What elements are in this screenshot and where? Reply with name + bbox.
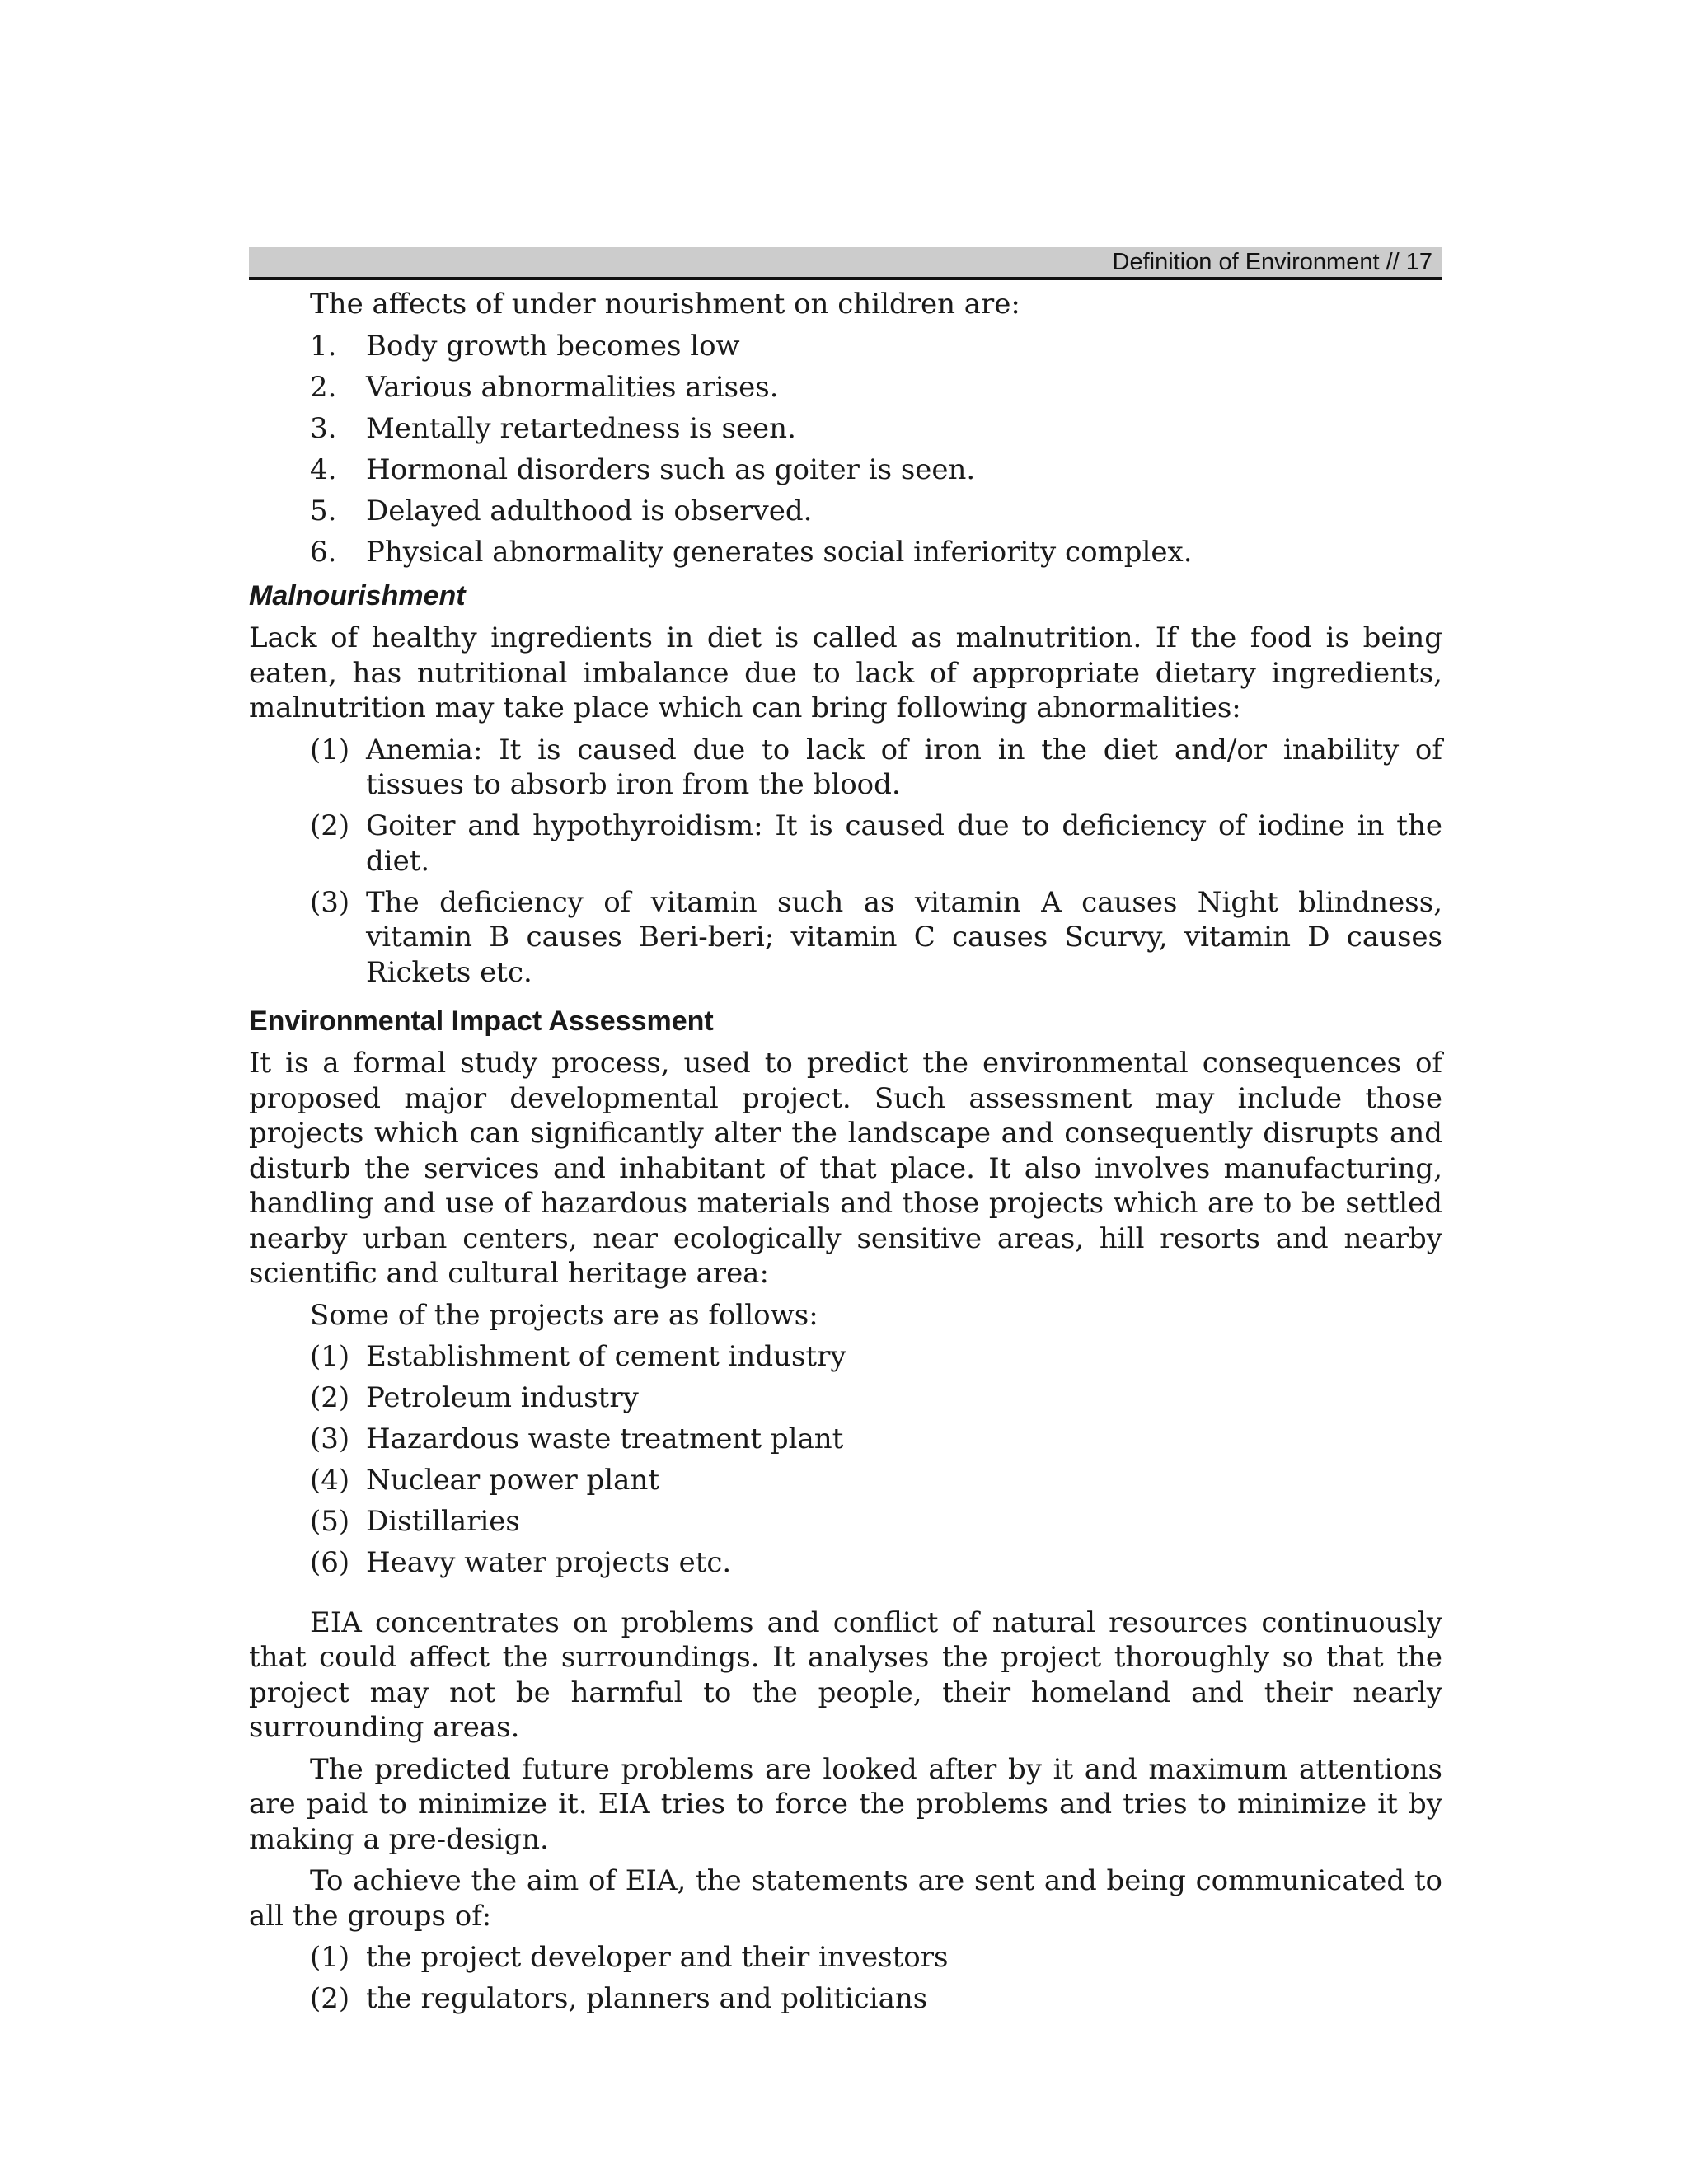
item-text: Hazardous waste treatment plant [366,1422,844,1455]
list-item [310,1339,1442,1375]
item-text: Hormonal disorders such as goiter is seen. [366,452,976,486]
list-item [310,452,1442,488]
item-number: 6. [310,535,337,569]
running-header [249,247,1442,280]
eia-paragraph-1: EIA concentrates on problems and conflict of natural resources continuously that could affect the surroundings. It analyses the project thoroughly so that the project may not be harmful to the people, their homeland and their nearly surrounding areas. [249,1605,1442,1744]
item-text: Various abnormalities arises. [366,370,779,404]
item-number: (4) [310,1464,350,1497]
item-text: Mentally retartedness is seen. [366,411,796,445]
item-number: 1. [310,329,337,363]
section-heading-eia: Environmental Impact Assessment [249,1005,714,1037]
book-page [249,247,1442,2022]
malnourishment-list [310,733,1442,991]
list-item [310,1981,1442,2017]
list-item [310,535,1442,570]
effects-list [310,329,1442,570]
item-text: Goiter and hypothyroidism: It is caused due to deficiency of iodine in the diet. [366,809,1442,878]
list-item [310,1940,1442,1975]
section-heading-malnourishment: Malnourishment [249,580,466,612]
list-item [310,733,1442,803]
eia-paragraph-2: The predicted future problems are looked after by it and maximum attentions are paid to minimize it. EIA tries to force the problems and tries to minimize it by making a pre-design. [249,1752,1442,1856]
item-number: (5) [310,1505,350,1538]
eia-paragraph: It is a formal study process, used to predict the environmental consequences of proposed major developmental project. Such assessment may include those projects which can significantly alter the landscape and consequently disrupts and disturb the services and inhabitant of that place. It also involves manufacturing, handling and use of hazardous materials and those projects which are to be settled nearby urban centers, near ecologically sensitive areas, hill resorts and nearby scientific and cultural heritage area: [249,1047,1442,1290]
item-text: Delayed adulthood is observed. [366,494,813,527]
running-title: Definition of Environment // 17 [1112,248,1432,275]
item-number: (3) [310,1422,350,1455]
list-item [310,411,1442,447]
list-item [310,1545,1442,1581]
item-text: Distillaries [366,1505,520,1538]
malnourishment-paragraph: Lack of healthy ingredients in diet is called as malnutrition. If the food is being eaten, has nutritional imbalance due to lack of appropriate dietary ingredients, malnutrition may take place which can bring following abnormalities: [249,621,1442,724]
item-number: (6) [310,1546,350,1579]
item-number: (3) [310,885,350,919]
list-item [310,808,1442,879]
list-item [310,1380,1442,1416]
item-number: 3. [310,411,337,445]
item-number: 5. [310,494,337,527]
list-item [310,885,1442,991]
item-number: (1) [310,1941,350,1974]
eia-paragraph-3: To achieve the aim of EIA, the statements are sent and being communicated to all the groups of: [249,1864,1442,1933]
item-text: Nuclear power plant [366,1464,660,1497]
item-text: the regulators, planners and politicians [366,1982,928,2015]
list-item [310,370,1442,405]
list-item [310,1463,1442,1498]
item-number: 4. [310,452,337,486]
list-item [310,329,1442,364]
item-number: (2) [310,809,350,842]
list-item [310,1504,1442,1540]
item-number: (1) [310,733,350,766]
item-text: Petroleum industry [366,1381,639,1414]
item-number: (2) [310,1982,350,2015]
groups-list [310,1940,1442,2017]
item-number: 2. [310,370,337,404]
item-text: Anemia: It is caused due to lack of iron in the diet and/or inability of tissues to absorb iron from the blood. [366,733,1442,801]
item-text: Establishment of cement industry [366,1340,846,1373]
item-number: (2) [310,1381,350,1414]
item-text: Heavy water projects etc. [366,1546,732,1579]
page-body [249,287,1442,2017]
item-text: Body growth becomes low [366,329,740,363]
item-text: The deficiency of vitamin such as vitamin A causes Night blindness, vitamin B causes Beri-beri; vitamin C causes Scurvy, vitamin D causes Rickets etc. [366,885,1442,989]
list-item [310,1422,1442,1457]
list-item [310,494,1442,529]
projects-lead: Some of the projects are as follows: [310,1298,818,1332]
item-text: Physical abnormality generates social inferiority complex. [366,535,1193,569]
item-text: the project developer and their investors [366,1941,949,1974]
item-number: (1) [310,1340,350,1373]
projects-list [310,1339,1442,1581]
intro-sentence: The affects of under nourishment on children are: [310,288,1020,321]
